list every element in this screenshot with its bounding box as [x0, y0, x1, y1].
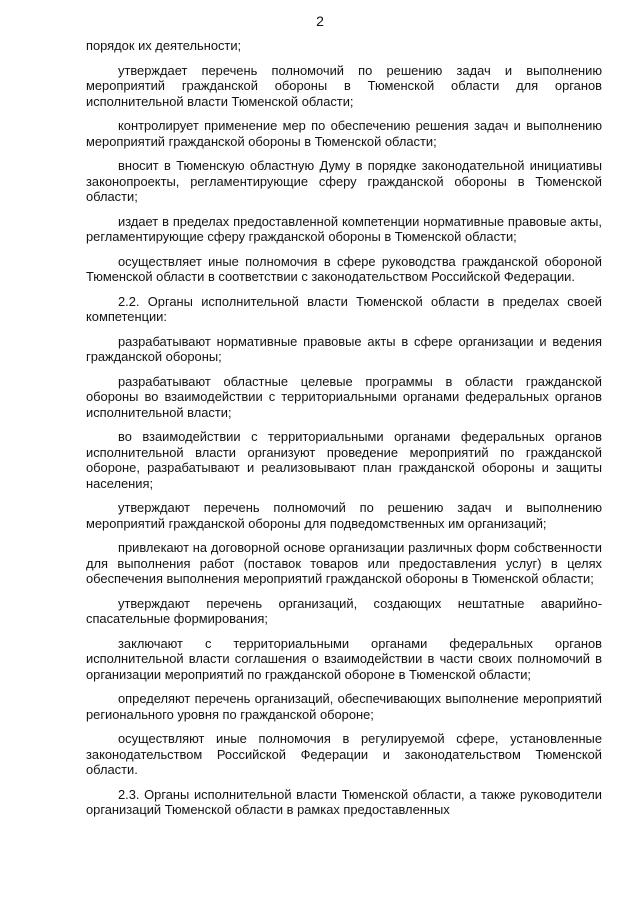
paragraph: заключают с территориальными органами федеральных органов исполнительной власти соглашения о взаимодействии в части своих полномочий в организации мероприятий по гражданской обороне в Тюменской области;: [86, 635, 602, 682]
paragraph: вносит в Тюменскую областную Думу в порядке законодательной инициативы законопроекты, регламентирующие сферу гражданской обороны в Тюменской области;: [86, 158, 602, 204]
paragraph: утверждают перечень организаций, создающих нештатные аварийно-спасательные формирования;: [86, 595, 602, 626]
paragraph: утверждают перечень полномочий по решению задач и выполнению мероприятий гражданской обороны для подведомственных им организаций;: [86, 500, 602, 531]
paragraph: во взаимодействии с территориальными органами федеральных органов исполнительной власти организуют проведение мероприятий по гражданской обороне, разрабатывают и реализовывают план гражданской обороны и защиты населения;: [86, 429, 602, 491]
section-2-2-heading: 2.2. Органы исполнительной власти Тюменской области в пределах своей компетенции:: [86, 293, 602, 324]
paragraph-continuation: порядок их деятельности;: [86, 38, 242, 53]
paragraph: привлекают на договорной основе организации различных форм собственности для выполнения работ (поставок товаров или предоставления услуг) в целях обеспечения выполнения мероприятий гражданской обороны в Тюменской области;: [86, 540, 602, 586]
paragraph: разрабатывают нормативные правовые акты в сфере организации и ведения гражданской обороны;: [86, 333, 602, 364]
paragraph: определяют перечень организаций, обеспечивающих выполнение мероприятий регионального уровня по гражданской обороне;: [86, 691, 602, 722]
paragraph: осуществляют иные полномочия в регулируемой сфере, установленные законодательством Российской Федерации и законодательством Тюменской области.: [86, 731, 602, 777]
paragraph: разрабатывают областные целевые программы в области гражданской обороны во взаимодействии с территориальными органами федеральных органов исполнительной власти;: [86, 373, 602, 420]
paragraph: издает в пределах предоставленной компетенции нормативные правовые акты, регламентирующие сферу гражданской обороны в Тюменской области;: [86, 213, 602, 244]
document-body: [86, 38, 602, 827]
section-2-3-paragraph: 2.3. Органы исполнительной власти Тюменской области, а также руководители организаций Тюменской области в рамках предоставленных: [86, 786, 602, 817]
paragraph: утверждает перечень полномочий по решению задач и выполнению мероприятий гражданской обороны в Тюменской области для органов исполнительной власти Тюменской области;: [86, 62, 602, 109]
page-number: 2: [316, 13, 324, 29]
paragraph: осуществляет иные полномочия в сфере руководства гражданской обороной Тюменской области в соответствии с законодательством Российской Федерации.: [86, 253, 602, 284]
paragraph: контролирует применение мер по обеспечению решения задач и выполнению мероприятий гражданской обороны в Тюменской области;: [86, 118, 602, 149]
